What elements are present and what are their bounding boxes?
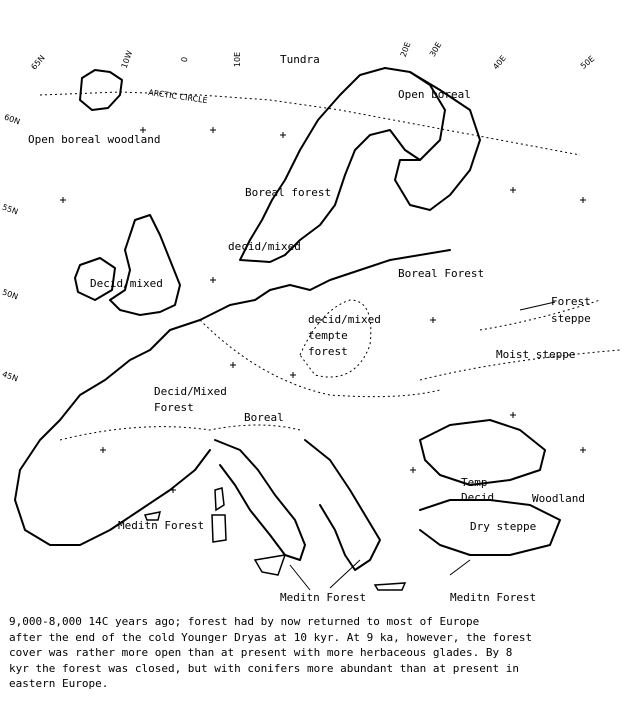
label-dry-steppe: Dry steppe xyxy=(470,520,537,533)
crete-outline xyxy=(375,583,405,590)
label-decid-mixed-west: Decid/mixed xyxy=(90,277,163,290)
label-moist-steppe: Moist steppe xyxy=(496,348,576,361)
label-medit-forest-west: Meditn Forest xyxy=(118,519,205,532)
longitude-label-0: 0 xyxy=(179,56,190,63)
map-caption xyxy=(9,614,625,692)
label-decid-mixed-tempte-1: decid/mixed xyxy=(308,313,381,326)
caption-line: cover was rather more open than at present with more herbaceous glades. By 8 xyxy=(9,646,513,659)
boundary-line-8 xyxy=(450,560,470,575)
caption-line: 9,000-8,000 14C years ago; forest had by now returned to most of Europe xyxy=(9,615,480,628)
latitude-label-60n: 60N xyxy=(2,112,22,127)
grid-cross-marker xyxy=(580,447,586,453)
label-medit-forest-east: Meditn Forest xyxy=(450,591,537,604)
longitude-label-10e: 10E xyxy=(233,51,243,68)
balkans-outline xyxy=(305,440,380,570)
label-boreal-alps: Boreal xyxy=(244,411,284,424)
label-forest-steppe-1: Forest xyxy=(551,295,591,308)
grid-cross-marker xyxy=(60,197,66,203)
label-forest-steppe-2: steppe xyxy=(551,312,591,325)
grid-cross-marker xyxy=(230,362,236,368)
label-boreal-forest-north: Boreal forest xyxy=(245,186,332,199)
grid-cross-marker xyxy=(510,187,516,193)
boundary-line-5 xyxy=(60,425,300,440)
longitude-label-40e: 40E xyxy=(491,53,508,72)
label-open-boreal-woodland: Open boreal woodland xyxy=(28,133,161,146)
caption-line: eastern Europe. xyxy=(9,677,109,690)
latitude-label-55n: 55N xyxy=(0,202,20,217)
boundary-line-7 xyxy=(330,560,360,588)
grid-cross-marker xyxy=(580,197,586,203)
grid-cross-marker xyxy=(510,412,516,418)
latitude-label-50n: 50N xyxy=(0,287,20,302)
label-decid-mixed-tempte-2: tempte xyxy=(308,329,348,342)
grid-cross-marker xyxy=(170,487,176,493)
iceland-outline xyxy=(80,70,122,110)
longitude-label-10w: 10W xyxy=(119,49,135,70)
france-iberia-coast xyxy=(15,330,210,545)
label-boreal-forest-east: Boreal Forest xyxy=(398,267,485,280)
longitude-label-30e: 30E xyxy=(427,40,444,59)
boundary-line-6 xyxy=(290,565,310,590)
label-decid-mixed-tempte-3: forest xyxy=(308,345,348,358)
label-tundra: Tundra xyxy=(280,53,320,66)
grid-cross-marker xyxy=(290,372,296,378)
label-open-boreal: Open boreal xyxy=(398,88,471,101)
caption-line: after the end of the cold Younger Dryas at 10 kyr. At 9 ka, however, the forest xyxy=(9,630,533,644)
label-temp-decid-2: Decid xyxy=(461,491,495,504)
arctic-circle-label: ARCTIC CIRCLE xyxy=(147,87,209,106)
label-medit-forest-south: Meditn Forest xyxy=(280,591,367,604)
italy-outline xyxy=(215,440,305,560)
label-decid-mixed-forest-2: Forest xyxy=(154,401,194,414)
grid-cross-marker xyxy=(410,467,416,473)
label-temp-decid-1: Temp xyxy=(461,476,488,489)
grid-cross-marker xyxy=(100,447,106,453)
grid-cross-marker xyxy=(210,277,216,283)
longitude-label-50e: 50E xyxy=(578,54,597,71)
label-decid-mixed-north: decid/mixed xyxy=(228,240,301,253)
grid-cross-marker xyxy=(430,317,436,323)
label-decid-mixed-forest-1: Decid/Mixed xyxy=(154,385,227,398)
sardinia-outline xyxy=(212,515,226,542)
boundary-line-9 xyxy=(520,302,555,310)
sicily-outline xyxy=(255,555,285,575)
longitude-label-20e: 20E xyxy=(398,40,413,59)
latitude-label-45n: 45N xyxy=(0,369,20,384)
corsica-outline xyxy=(215,488,224,510)
grid-cross-marker xyxy=(210,127,216,133)
caption-line: kyr the forest was closed, but with conifers more abundant than at present in xyxy=(9,661,519,675)
latitude-label-65n: 65N xyxy=(29,53,47,72)
grid-cross-marker xyxy=(280,132,286,138)
label-woodland: Woodland xyxy=(532,492,585,505)
britain-outline xyxy=(110,215,180,315)
